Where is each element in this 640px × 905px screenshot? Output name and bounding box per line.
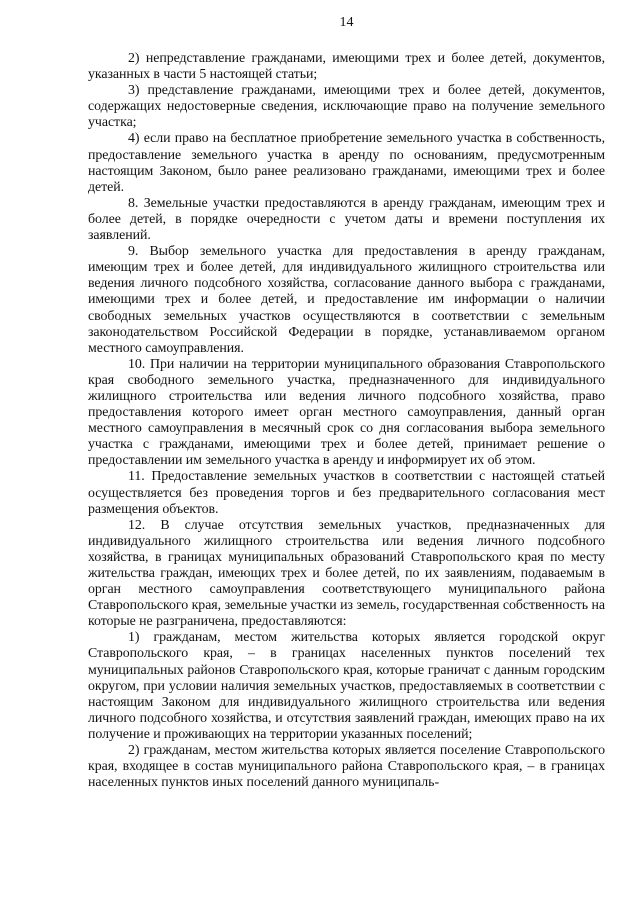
- paragraph-part-12: 12. В случае отсутствия земельных участков, предназначенных для индивидуального жилищного строительства или ведения личного подсобного хозяйства, в границах муниципальных образований Ставропольского края по месту жительства граждан, имеющих трех и более детей, по их заявлениям, подаваемым в орган местного самоуправления соответствующего муниципального района Ставропольского края, земельные участки из земель, государственная собственность на которые не разграничена, предоставляются:: [88, 517, 605, 630]
- paragraph-part-8: 8. Земельные участки предоставляются в аренду гражданам, имеющим трех и более детей, в порядке очередности с учетом даты и времени поступления их заявлений.: [88, 195, 605, 244]
- paragraph-part-9: 9. Выбор земельного участка для предоставления в аренду гражданам, имеющим трех и более детей, для индивидуального жилищного строительства или ведения личного подсобного хозяйства, согласование данного выбора с гражданами, имеющими трех и более детей, и предоставление им информации о наличии свободных земельных участков осуществляются в соответствии с земельным законодательством Российской Федерации в порядке, устанавливаемом органом местного самоуправления.: [88, 244, 605, 356]
- paragraph-part-11: 11. Предоставление земельных участков в соответствии с настоящей статьей осуществляется без проведения торгов и без предварительного согласования мест размещения объектов.: [88, 469, 605, 517]
- paragraph-item-2: 2) непредставление гражданами, имеющими трех и более детей, документов, указанных в части 5 настоящей статьи;: [88, 51, 605, 83]
- paragraph-part-10: 10. При наличии на территории муниципального образования Ставропольского края свободного земельного участка, предназначенного для индивидуального жилищного строительства или ведения личного подсобного хозяйства, право предоставления которого имеет орган местного самоуправления, данный орган местного самоуправления в месячный срок со дня согласования выбора земельного участка с гражданами, имеющими трех и более детей, принимает решение о предоставлении им земельного участка в аренду и информирует их об этом.: [88, 356, 605, 469]
- paragraph-subitem-1: 1) гражданам, местом жительства которых является городской округ Ставропольского края, – в границах населенных пунктов поселений тех муниципальных районов Ставропольского края, которые граничат с данным городским округом, при условии наличия земельных участков, предоставляемых в соответствии с настоящим Законом для индивидуального жилищного строительства или ведения личного подсобного хозяйства, и отсутствия заявлений граждан, имеющих право на их получение и проживающих на территории указанных поселений;: [88, 630, 605, 742]
- page-number: 14: [339, 15, 354, 30]
- paragraph-subitem-2: 2) гражданам, местом жительства которых является поселение Ставропольского края, входящее в состав муниципального района Ставропольского края, – в границах населенных пунктов иных поселений данного муниципаль-: [88, 743, 605, 791]
- paragraph-item-4: 4) если право на бесплатное приобретение земельного участка в собственность, предоставление земельного участка в аренду по основаниям, предусмотренным настоящим Законом, было ранее реализовано гражданами, имеющими трех и более детей.: [88, 131, 605, 195]
- paragraph-item-3: 3) представление гражданами, имеющими трех и более детей, документов, содержащих недостоверные сведения, исключающие право на получение земельного участка;: [88, 83, 605, 131]
